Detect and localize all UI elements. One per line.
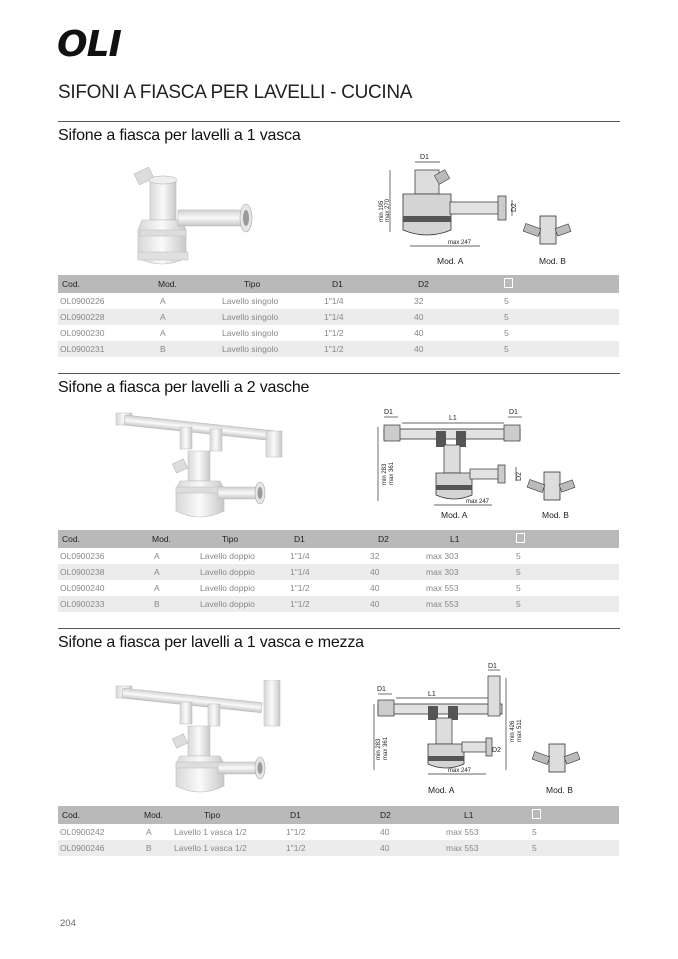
table-cell: 40 bbox=[370, 583, 380, 593]
table-cell: OL0900230 bbox=[60, 328, 105, 338]
spec-table-2-vasche bbox=[58, 530, 619, 612]
col-d1: D1 bbox=[324, 275, 414, 293]
col-tipo: Tipo bbox=[222, 275, 324, 293]
box-icon bbox=[514, 530, 619, 548]
table-cell: 40 bbox=[414, 309, 502, 325]
dim-max-width: max 247 bbox=[466, 499, 490, 505]
table-cell: max 303 bbox=[426, 564, 514, 580]
table-cell: A bbox=[160, 328, 166, 338]
table-row bbox=[58, 293, 619, 309]
table-cell: 40 bbox=[414, 328, 424, 338]
table-cell: OL0900226 bbox=[60, 296, 105, 306]
col-d1: D1 bbox=[286, 806, 380, 824]
table-cell: 40 bbox=[380, 840, 446, 856]
col-d1: D1 bbox=[290, 530, 370, 548]
table-cell: 5 bbox=[504, 328, 509, 338]
table-cell: max 303 bbox=[426, 551, 459, 561]
col-cod: Cod. bbox=[58, 275, 152, 293]
dimension-diagram-1-vasca-mezza bbox=[368, 660, 528, 782]
table-cell: Lavello singolo bbox=[222, 341, 324, 357]
table-row bbox=[58, 325, 619, 341]
table-row bbox=[58, 341, 619, 357]
table-cell: A bbox=[152, 309, 222, 325]
mod-a-label: Mod. A bbox=[441, 510, 468, 520]
dim-min-height-2: min 426 bbox=[510, 720, 516, 742]
dim-max-width: max 247 bbox=[448, 768, 472, 774]
section-title-2-vasche: Sifone a fiasca per lavelli a 2 vasche bbox=[58, 379, 310, 396]
table-row bbox=[58, 564, 619, 580]
table-cell: B bbox=[144, 840, 174, 856]
dim-l1: L1 bbox=[428, 691, 436, 698]
dim-max-height: max 270 bbox=[385, 198, 391, 222]
dim-d1-right: D1 bbox=[509, 409, 518, 416]
table-cell: 1"1/2 bbox=[290, 596, 370, 612]
dim-max-height: max 361 bbox=[383, 736, 389, 760]
dim-d2: D2 bbox=[511, 203, 518, 212]
table-row bbox=[58, 580, 619, 596]
table-cell: B bbox=[152, 341, 222, 357]
table-cell: 1"1/2 bbox=[286, 840, 380, 856]
table-cell: max 553 bbox=[446, 827, 479, 837]
mod-a-label: Mod. A bbox=[437, 256, 464, 266]
col-d2: D2 bbox=[370, 530, 426, 548]
table-row bbox=[58, 309, 619, 325]
dimension-diagram-2-vasche bbox=[372, 405, 532, 513]
table-cell: 1"1/4 bbox=[290, 551, 310, 561]
table-cell: OL0900228 bbox=[58, 309, 152, 325]
mod-b-label: Mod. B bbox=[542, 510, 569, 520]
page-number: 204 bbox=[60, 918, 76, 929]
table-cell: 40 bbox=[380, 827, 390, 837]
table-cell: Lavello doppio bbox=[200, 551, 255, 561]
col-cod: Cod. bbox=[58, 530, 152, 548]
table-cell: 1"1/2 bbox=[286, 827, 306, 837]
dim-max-height: max 361 bbox=[389, 461, 395, 485]
table-cell: A bbox=[152, 564, 200, 580]
table-cell: Lavello doppio bbox=[200, 564, 290, 580]
col-l1: L1 bbox=[426, 530, 514, 548]
table-cell: 32 bbox=[370, 551, 380, 561]
mod-b-label: Mod. B bbox=[539, 256, 566, 266]
box-icon bbox=[530, 806, 619, 824]
dimension-diagram-1-vasca bbox=[370, 150, 530, 260]
col-d2: D2 bbox=[414, 275, 502, 293]
dim-d1-right: D1 bbox=[488, 663, 497, 670]
mod-b-label: Mod. B bbox=[546, 785, 573, 795]
table-cell: Lavello 1 vasca 1/2 bbox=[174, 840, 286, 856]
col-l1: L1 bbox=[446, 806, 530, 824]
dim-d2: D2 bbox=[516, 472, 523, 481]
table-cell: max 553 bbox=[446, 840, 530, 856]
table-cell: 1"1/4 bbox=[324, 296, 344, 306]
table-cell: 5 bbox=[514, 596, 619, 612]
table-cell: A bbox=[154, 583, 160, 593]
table-cell: max 553 bbox=[426, 596, 514, 612]
mod-a-label: Mod. A bbox=[428, 785, 455, 795]
table-cell: Lavello 1 vasca 1/2 bbox=[174, 827, 247, 837]
brand-logo: OLI bbox=[57, 24, 121, 65]
table-row bbox=[58, 548, 619, 564]
col-d2: D2 bbox=[380, 806, 446, 824]
dim-min-height: min 283 bbox=[382, 463, 388, 485]
table-cell: 5 bbox=[514, 564, 619, 580]
divider bbox=[58, 628, 620, 629]
table-cell: OL0900231 bbox=[58, 341, 152, 357]
table-cell: B bbox=[152, 596, 200, 612]
table-cell: 40 bbox=[370, 596, 426, 612]
siphon-1-vasca-photo bbox=[128, 160, 278, 275]
table-cell: A bbox=[160, 296, 166, 306]
table-cell: A bbox=[154, 551, 160, 561]
table-cell: OL0900238 bbox=[58, 564, 152, 580]
dim-max-width: max 247 bbox=[448, 240, 472, 246]
table-cell: 5 bbox=[532, 827, 537, 837]
table-cell: Lavello singolo bbox=[222, 328, 279, 338]
table-cell: OL0900236 bbox=[60, 551, 105, 561]
table-cell: Lavello doppio bbox=[200, 583, 255, 593]
table-cell: Lavello singolo bbox=[222, 296, 279, 306]
table-cell: Lavello singolo bbox=[222, 309, 324, 325]
section-title-1-vasca: Sifone a fiasca per lavelli a 1 vasca bbox=[58, 127, 301, 144]
box-icon bbox=[502, 275, 619, 293]
col-tipo: Tipo bbox=[174, 806, 286, 824]
col-cod: Cod. bbox=[58, 806, 144, 824]
spec-table-1-vasca bbox=[58, 275, 619, 357]
table-row bbox=[58, 840, 619, 856]
table-cell: 1"1/2 bbox=[324, 328, 344, 338]
col-tipo: Tipo bbox=[200, 530, 290, 548]
table-cell: 1"1/2 bbox=[290, 583, 310, 593]
dim-l1: L1 bbox=[449, 415, 457, 422]
table-cell: 5 bbox=[516, 551, 521, 561]
spec-table-1-vasca-mezza bbox=[58, 806, 619, 856]
table-cell: 1"1/4 bbox=[324, 309, 414, 325]
dim-d1: D1 bbox=[420, 154, 429, 161]
table-cell: 1"1/4 bbox=[290, 564, 370, 580]
page-title: SIFONI A FIASCA PER LAVELLI - CUCINA bbox=[58, 82, 413, 103]
divider bbox=[58, 121, 620, 122]
dim-d1-left: D1 bbox=[384, 409, 393, 416]
table-cell: 1"1/2 bbox=[324, 341, 414, 357]
table-cell: 32 bbox=[414, 296, 424, 306]
table-row bbox=[58, 824, 619, 840]
dim-d1-left: D1 bbox=[377, 686, 386, 693]
table-cell: A bbox=[146, 827, 152, 837]
section-title-1-vasca-mezza: Sifone a fiasca per lavelli a 1 vasca e mezza bbox=[58, 634, 364, 651]
col-mod: Mod. bbox=[144, 806, 174, 824]
mod-b-diagram-2 bbox=[526, 466, 576, 506]
table-cell: 5 bbox=[502, 309, 619, 325]
table-cell: Lavello doppio bbox=[200, 596, 290, 612]
col-mod: Mod. bbox=[152, 275, 222, 293]
table-row bbox=[58, 596, 619, 612]
mod-b-diagram-3 bbox=[531, 738, 581, 778]
table-cell: 5 bbox=[530, 840, 619, 856]
table-cell: 40 bbox=[414, 341, 502, 357]
col-mod: Mod. bbox=[152, 530, 200, 548]
mod-b-diagram-1 bbox=[522, 210, 572, 250]
dim-max-height-2: max 511 bbox=[517, 719, 523, 742]
table-cell: 40 bbox=[370, 564, 426, 580]
table-cell: max 553 bbox=[426, 583, 459, 593]
table-cell: OL0900242 bbox=[60, 827, 105, 837]
dim-min-height: min 283 bbox=[376, 738, 382, 760]
siphon-1-vasca-mezza-photo bbox=[108, 680, 288, 800]
table-cell: 5 bbox=[502, 341, 619, 357]
table-cell: 5 bbox=[504, 296, 509, 306]
table-cell: OL0900246 bbox=[58, 840, 144, 856]
siphon-2-vasche-photo bbox=[110, 405, 290, 525]
table-cell: 5 bbox=[516, 583, 521, 593]
dim-d2: D2 bbox=[492, 747, 501, 754]
divider bbox=[58, 373, 620, 374]
table-cell: OL0900240 bbox=[60, 583, 105, 593]
table-cell: OL0900233 bbox=[58, 596, 152, 612]
dim-min-height: min 195 bbox=[379, 200, 385, 222]
